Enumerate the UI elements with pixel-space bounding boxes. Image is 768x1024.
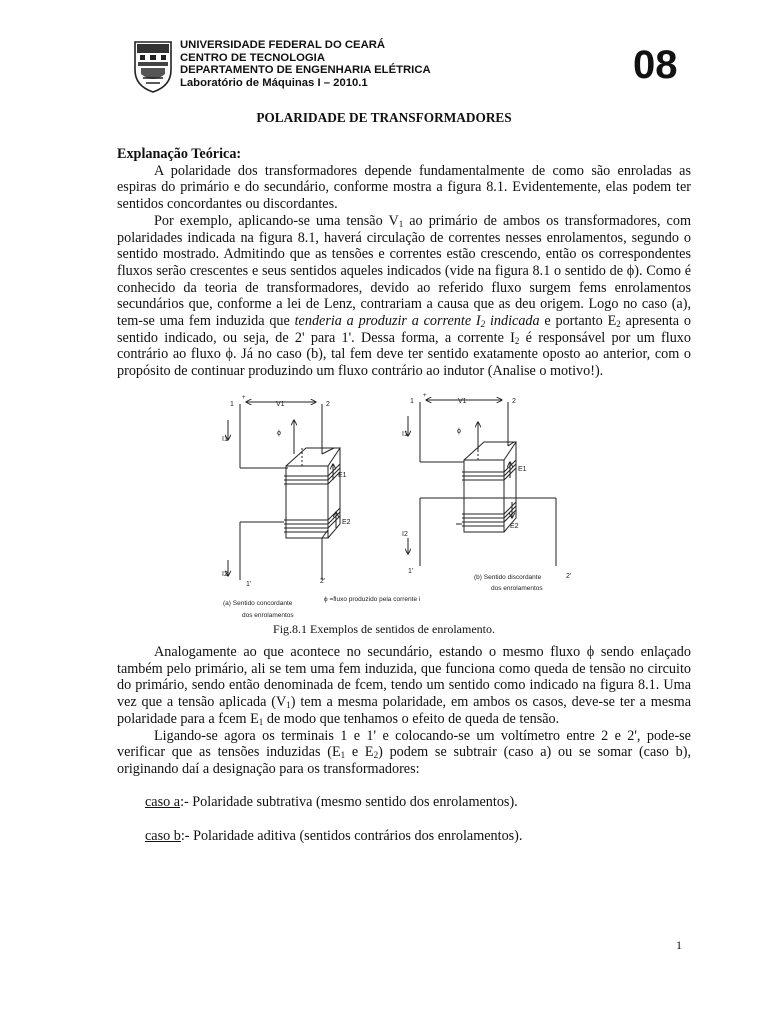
case-a-label: caso a <box>145 794 181 810</box>
lab-name: Laboratório de Máquinas I – 2010.1 <box>180 76 368 89</box>
phi-legend: ϕ =fluxo produzido pela corrente i <box>324 596 421 603</box>
plus-sign-a: + <box>242 395 246 401</box>
v1-label-a: V1 <box>276 401 285 408</box>
figure-8-1 <box>216 390 576 618</box>
institution-header <box>180 39 510 89</box>
paragraph-3: Analogamente ao que acontece no secundário, estando o mesmo fluxo ϕ sendo enlaçado também pelo primário, ali se tem uma fem induzida, que funciona como queda de tensão no circuito do primário, sendo então denominada de fcem, tendo um sentido como indicado na figura 8.1. Uma vez que a tensão aplicada $(V_1)$ tem a mesma polaridade, em ambos os casos, deve-se ter a mesma polaridade para a fcem $E_1$ de modo que tenhamos o efeito de queda de tensão. <box>117 644 691 727</box>
i1-label-b: I1 <box>402 431 408 438</box>
diagram-a-labels <box>222 395 420 618</box>
terminal-1-b: 1 <box>410 398 414 405</box>
experiment-number: 08 <box>633 43 678 87</box>
paragraph-2: Por exemplo, aplicando-se uma tensão $V_1$ ao primário de ambos os transformadores, com polaridades indicada na figura 8.1, haverá circulação de correntes nesses enrolamentos, segundo o sentido mostrado. Admitindo que as tensões e correntes estão crescendo, então os correspondentes fluxos serão crescentes e seus sentidos aqueles indicados (vide na figura 8.1 o sentido de ϕ). Como é conhecido da teoria de transformadores, devido ao referido fluxo surgem fems enrolamentos secundários que, conforme a lei de Lenz, contrariam a causa que as deu origem. Logo no caso (a), tem-se uma fem induzida que tenderia a produzir a corrente $I_2$ indicada e portanto $E_2$ apresenta o sentido indicado, ou seja, de 2' para 1'. Dessa forma, a corrente $I_2$ é responsável por um fluxo contrário ao fluxo ϕ. Já no caso (b), tal fem deve ter sentido exatamente oposto ao anterior, com o propósito de continuar produzindo um fluxo contrário ao indutor (Analise o motivo!). <box>117 212 691 380</box>
diagram-a <box>228 402 340 580</box>
terminal-2-b: 2 <box>512 398 516 405</box>
case-b-label: caso b <box>145 828 181 844</box>
case-a-line <box>145 794 518 811</box>
body-top <box>117 146 691 380</box>
paragraph-4: Ligando-se agora os terminais 1 e 1' e colocando-se um voltímetro entre 2 e 2', pode-se verificar que as tensões induzidas ($E_1$ e $E_2$) podem se subtrair (caso a) ou se somar (caso b), originando daí a designação para os transformadores: <box>117 727 691 777</box>
v1-label-b: V1 <box>458 398 467 405</box>
caption-b-line1: (b) Sentido discordante <box>474 574 542 581</box>
case-a-text: :- Polaridade subtrativa (mesmo sentido dos enrolamentos). <box>180 794 518 810</box>
caption-a-line1: (a) Sentido concordante <box>223 600 293 607</box>
phi-label-b: ϕ <box>457 428 461 435</box>
terminal-2-a: 2 <box>326 401 330 408</box>
caption-b-line2: dos enrolamentos <box>491 585 543 592</box>
department-name: DEPARTAMENTO DE ENGENHARIA ELÉTRICA <box>180 64 431 77</box>
case-b-text: :- Polaridade aditiva (sentidos contrários dos enrolamentos). <box>180 828 523 844</box>
i2-label-b: I2 <box>402 531 408 538</box>
university-seal-logo <box>133 40 173 94</box>
e1-label-a: E1 <box>338 472 347 479</box>
terminal-1-a: 1 <box>230 401 234 408</box>
i1-label-a: I1 <box>222 436 228 443</box>
diagram-b <box>408 400 556 566</box>
paragraph-1: A polaridade dos transformadores depende fundamentalmente de como são enroladas as espiras do primário e do secundário, conforme mostra a figura 8.1. Evidentemente, elas podem ter sentidos concordantes ou discordantes. <box>117 162 691 213</box>
caption-a-line2: dos enrolamentos <box>242 612 294 618</box>
figure-caption: Fig.8.1 Exemplos de sentidos de enrolamento. <box>273 622 495 636</box>
terminal-2p-a: 2' <box>320 578 326 585</box>
diagram-b-labels <box>402 393 571 592</box>
terminal-1p-a: 1' <box>246 581 252 588</box>
e2-label-a: E2 <box>342 519 351 526</box>
case-b-line <box>145 828 522 845</box>
phi-label-a: ϕ <box>277 430 281 437</box>
terminal-2p-b: 2' <box>566 573 572 580</box>
i2-label-a: I2 <box>222 571 228 578</box>
page-number: 1 <box>676 938 682 952</box>
terminal-1p-b: 1' <box>408 568 414 575</box>
university-name: UNIVERSIDADE FEDERAL DO CEARÁ <box>180 39 386 51</box>
section-heading: Explanação Teórica: <box>117 146 242 162</box>
center-name: CENTRO DE TECNOLOGIA <box>180 51 325 64</box>
e2-label-b: E2 <box>510 523 519 530</box>
plus-sign-b: + <box>423 393 427 399</box>
e1-label-b: E1 <box>518 466 527 473</box>
page-title: POLARIDADE DE TRANSFORMADORES <box>256 110 512 125</box>
body-bottom <box>117 644 691 778</box>
